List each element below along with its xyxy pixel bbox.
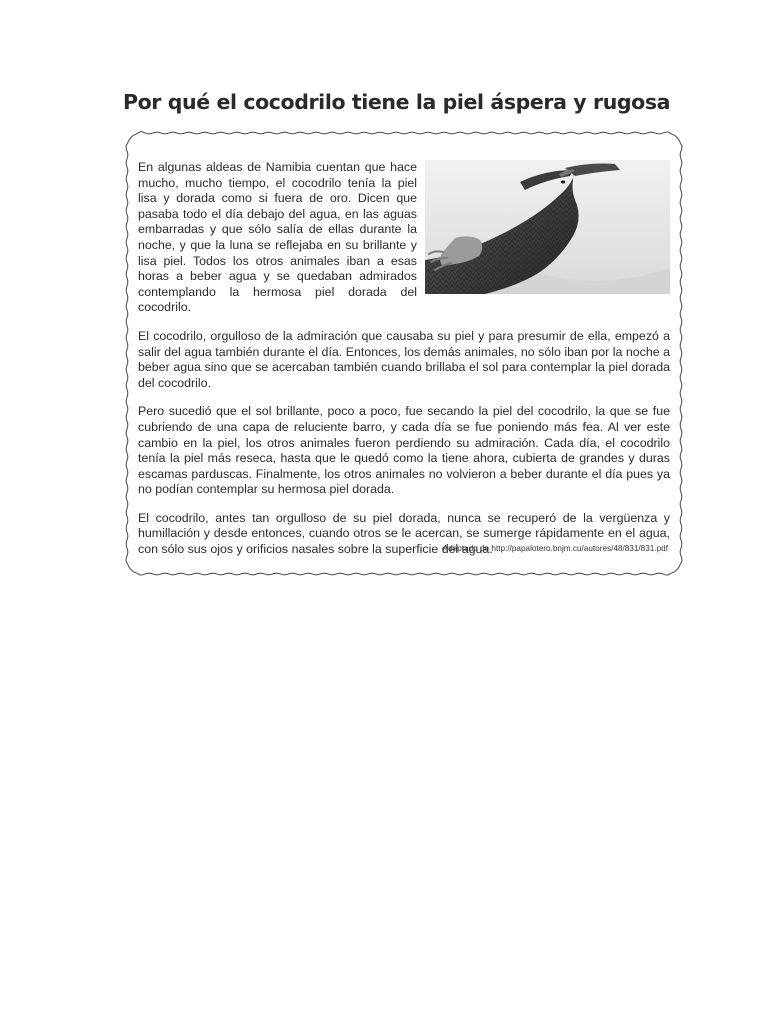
paragraph-1: En algunas aldeas de Namibia cuentan que hace mucho, mucho tiempo, el cocodrilo tenía la piel lisa y dorada como si fuera de oro. Dicen que pasaba todo el día debajo del agua, en las aguas embarradas y que sólo salía de ellas durante la noche, y que la luna se reflejaba en su brillante y lisa piel. Todos los otros animales iban a esas horas a beber agua y se quedaban admirados contemplando la hermosa piel dorada del cocodrilo. xyxy=(138,160,417,315)
crocodile-photo xyxy=(425,160,670,294)
source-credit: Adaptado de http://papalotero.bnjm.cu/autores/48/831/831.pdf xyxy=(442,544,668,553)
story-frame xyxy=(124,130,684,577)
story-body xyxy=(138,160,670,571)
paragraph-3: Pero sucedió que el sol brillante, poco a poco, fue secando la piel del cocodrilo, la que se fue cubriendo de una capa de reluciente barro, y cada día se fue poniendo más fea. Al ver este cambio en la piel, los otros animales fueron perdiendo su admiración. Cada día, el cocodrilo tenía la piel más reseca, hasta que le quedó como la tiene ahora, cubierta de grandes y duras escamas parduscas. Finalmente, los otros animales no volvieron a beber durante el día pues ya no podían contemplar su hermosa piel dorada. xyxy=(138,404,670,497)
page-title: Por qué el cocodrilo tiene la piel áspera y rugosa xyxy=(123,90,671,114)
paragraph-2: El cocodrilo, orgulloso de la admiración que causaba su piel y para presumir de ella, empezó a salir del agua también durante el día. Entonces, los demás animales, no sólo iban por la noche a beber agua sino que se acercaban también cuando brillaba el sol para contemplar la piel dorada del cocodrilo. xyxy=(138,328,670,390)
paragraph-4: El cocodrilo, antes tan orgulloso de su piel dorada, nunca se recuperó de la vergüenza y humillación y desde entonces, cuando otros se le acercan, se sumerge rápidamente en el agua, con sólo sus ojos y orificios nasales sobre la superficie del agua. xyxy=(138,510,670,557)
